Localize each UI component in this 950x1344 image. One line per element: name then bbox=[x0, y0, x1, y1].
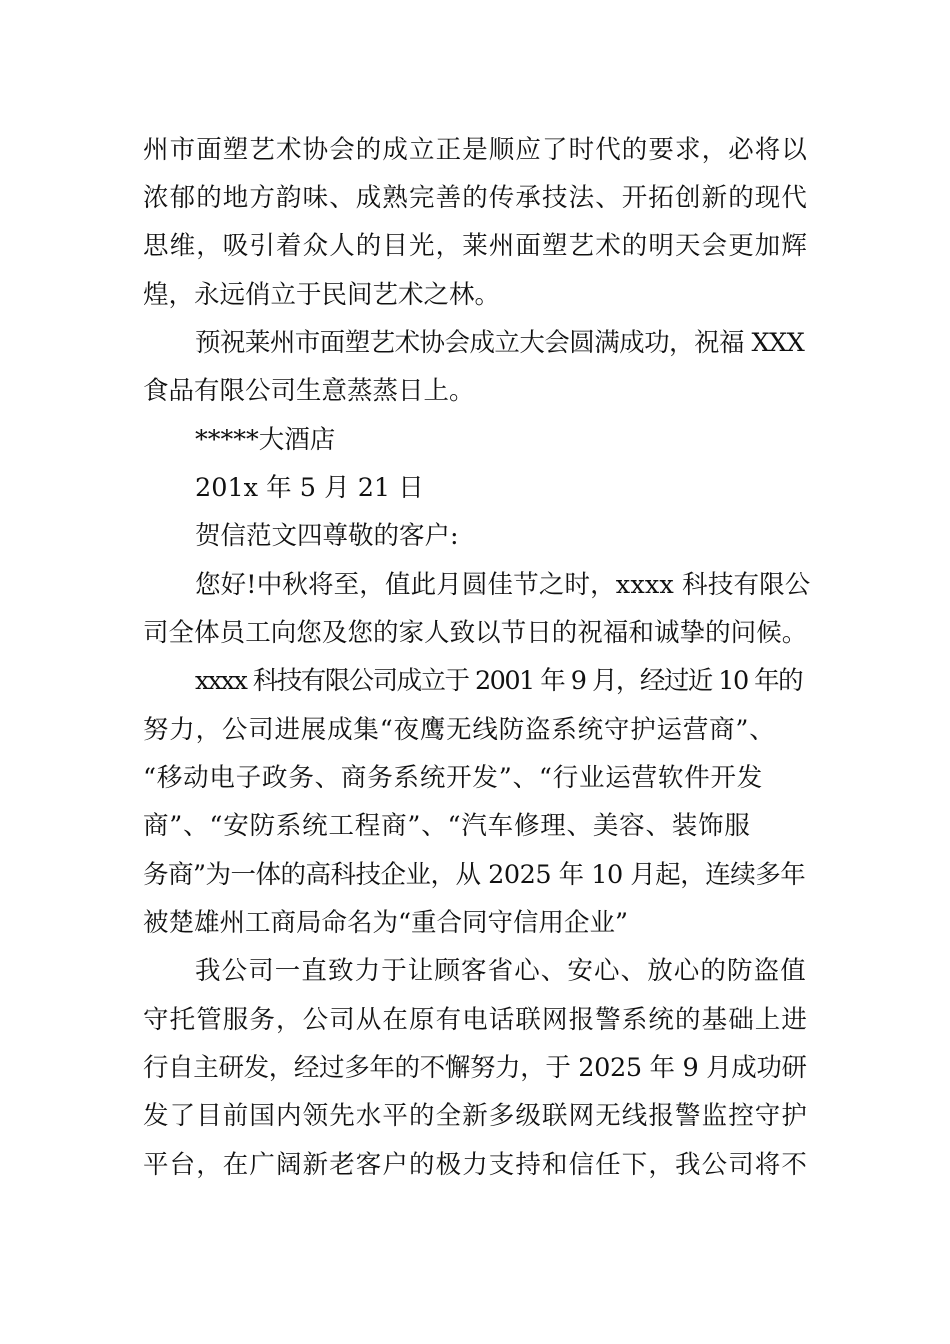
text-line-20: 行自主研发，经过多年的不懈努力，于 2025 年 9 月成功研 bbox=[143, 1053, 807, 1083]
text-line-2: 浓郁的地方韵味、成熟完善的传承技法、开拓创新的现代 bbox=[143, 183, 809, 213]
text-line-3: 思维，吸引着众人的目光，莱州面塑艺术的明天会更加辉 bbox=[143, 231, 809, 261]
text-line-12: xxxx 科技有限公司成立于 2001 年 9 月，经过近 10 年的 bbox=[195, 666, 803, 696]
text-line-4: 煌，永远俏立于民间艺术之林。 bbox=[143, 280, 501, 310]
text-line-16: 务商”为一体的高科技企业，从 2025 年 10 月起，连续多年 bbox=[143, 860, 806, 890]
text-line-11: 司全体员工向您及您的家人致以节日的祝福和诚挚的问候。 bbox=[143, 618, 808, 648]
text-line-18: 我公司一直致力于让顾客省心、安心、放心的防盗值 bbox=[195, 956, 807, 986]
signature-date: 201x 年 5 月 21 日 bbox=[195, 473, 424, 503]
text-line-13: 努力，公司进展成集“夜鹰无线防盗系统守护运营商”、 bbox=[143, 715, 776, 745]
text-line-10: 您好!中秋将至，值此月圆佳节之时，xxxx 科技有限公 bbox=[195, 570, 811, 600]
text-line-6: 食品有限公司生意蒸蒸日上。 bbox=[143, 376, 475, 406]
text-line-17: 被楚雄州工商局命名为“重合同守信用企业” bbox=[143, 908, 629, 938]
text-line-15: 商”、“安防系统工程商”、“汽车修理、美容、装饰服 bbox=[143, 811, 751, 841]
section-heading: 贺信范文四尊敬的客户: bbox=[195, 521, 459, 551]
signature-hotel: *****大酒店 bbox=[195, 425, 336, 455]
text-line-1: 州市面塑艺术协会的成立正是顺应了时代的要求，必将以 bbox=[143, 135, 809, 165]
text-line-22: 平台，在广阔新老客户的极力支持和信任下，我公司将不 bbox=[143, 1150, 809, 1180]
text-line-5: 预祝莱州市面塑艺术协会成立大会圆满成功，祝福 XXX bbox=[195, 328, 805, 358]
text-line-14: “移动电子政务、商务系统开发”、“行业运营软件开发 bbox=[143, 763, 764, 793]
text-line-19: 守托管服务，公司从在原有电话联网报警系统的基础上进 bbox=[143, 1005, 809, 1035]
text-line-21: 发了目前国内领先水平的全新多级联网无线报警监控守护 bbox=[143, 1101, 809, 1131]
